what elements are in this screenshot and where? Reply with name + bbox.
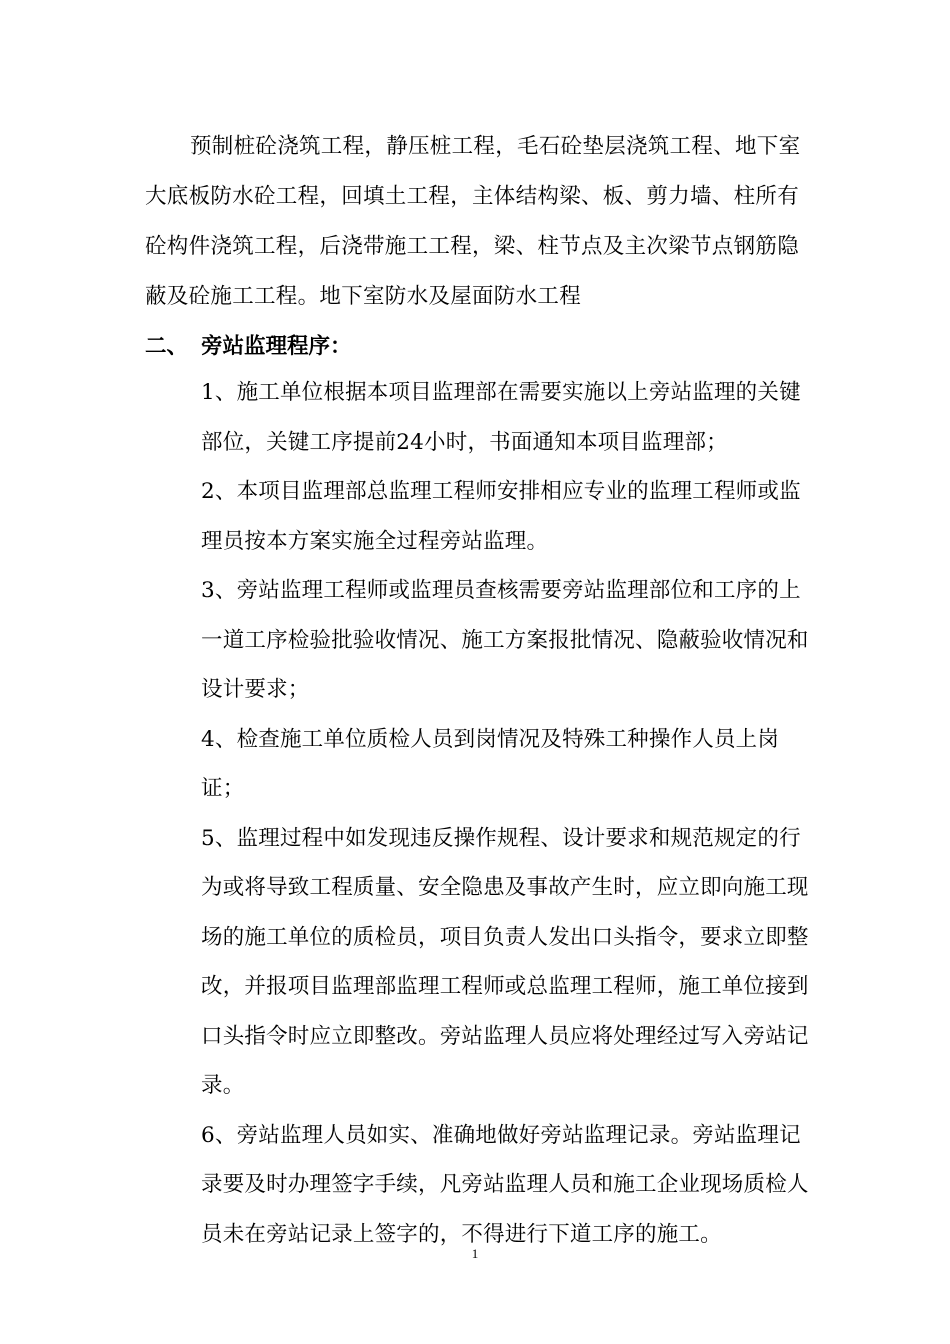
procedure-item-2: 2、本项目监理部总监理工程师安排相应专业的监理工程师或监理员按本方案实施全过程旁站监理。 (201, 479, 801, 554)
section-title: 旁站监理程序： (201, 334, 352, 359)
procedure-item-4: 4、检查施工单位质检人员到岗情况及特殊工种操作人员上岗证； (201, 726, 780, 801)
section-heading (145, 322, 352, 372)
procedure-item-6: 6、旁站监理人员如实、准确地做好旁站监理记录。旁站监理记录要及时办理签字手续，凡旁站监理人员和施工企业现场质检人员未在旁站记录上签字的，不得进行下道工序的施工。 (201, 1122, 809, 1247)
procedure-item-5: 5、监理过程中如发现违反操作规程、设计要求和规范规定的行为或将导致工程质量、安全隐患及事故产生时，应立即向施工现场的施工单位的质检员，项目负责人发出口头指令，要求立即整改，并报项目监理部监理工程师或总监理工程师，施工单位接到口头指令时应立即整改。旁站监理人员应将处理经过写入旁站记录。 (201, 825, 809, 1098)
procedure-item-3: 3、旁站监理工程师或监理员查核需要旁站监理部位和工序的上一道工序检验批验收情况、施工方案报批情况、隐蔽验收情况和设计要求； (201, 578, 809, 702)
page-number: 1 (471, 1246, 479, 1261)
procedure-list (201, 368, 816, 1259)
intro-paragraph: 预制桩砼浇筑工程，静压桩工程，毛石砼垫层浇筑工程、地下室大底板防水砼工程，回填土工程，主体结构梁、板、剪力墙、柱所有砼构件浇筑工程，后浇带施工工程，梁、柱节点及主次梁节点钢筋隐蔽及砼施工工程。地下室防水及屋面防水工程 (145, 134, 801, 309)
procedure-item-1: 1、施工单位根据本项目监理部在需要实施以上旁站监理的关键部位，关键工序提前24小时，书面通知本项目监理部； (201, 380, 801, 455)
section-number: 二、 (145, 334, 189, 359)
